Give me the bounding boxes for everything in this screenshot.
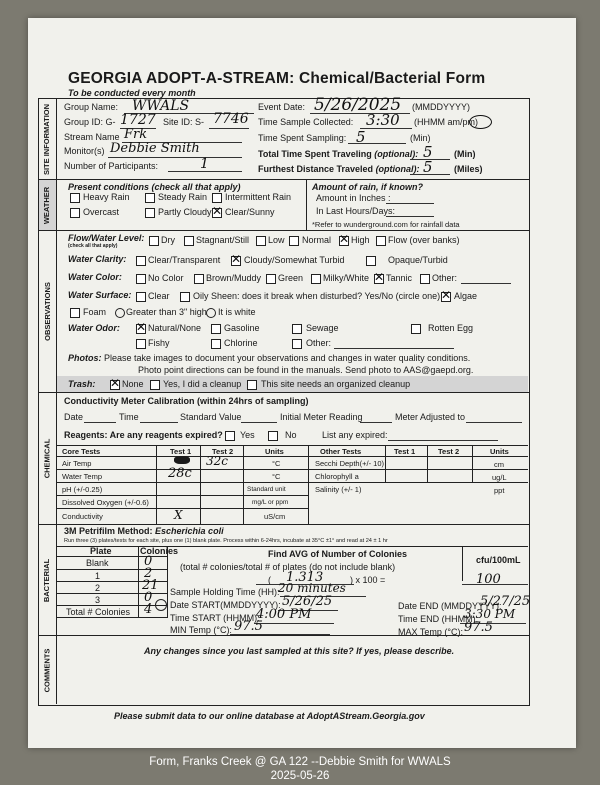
flow-high-label: High [351,235,370,245]
secchi-label: Secchi Depth(+/- 10) [315,459,384,468]
max-temp-label: MAX Temp (°C): [398,627,463,637]
participants-value[interactable]: 1 [200,156,209,172]
plate-2-label: 2 [95,583,101,593]
travel-time-value[interactable]: 5 [423,143,433,161]
total-colonies-label: Total # Colonies [66,607,131,617]
total-colonies-value[interactable]: 4 [144,602,153,617]
list-expired-label: List any expired: [322,430,388,440]
travel-distance-value[interactable]: 5 [423,158,433,176]
color-tannic-checkbox[interactable] [374,274,384,284]
conductivity-unit: uS/cm [264,512,286,521]
surface-oily-label: Oily Sheen: does it break when disturbed? Yes/No (circle one) [193,291,441,301]
flow-label: Flow/Water Level: [68,233,145,243]
travel-time-label: Total Time Spent Traveling (optional): [258,149,419,159]
odor-rotten-egg-label: Rotten Egg [428,323,474,333]
site-id-value[interactable]: 7746 [213,111,249,127]
color-milky-label: Milky/White [323,273,370,283]
clear-sunny-label: Clear/Sunny [225,207,275,217]
date-end-label: Date END (MMDDYYYY): [398,601,502,611]
reagents-yes-checkbox[interactable] [225,431,235,441]
odor-natural-label: Natural/None [148,323,202,333]
secchi-unit: cm [494,460,504,469]
col-units: Units [265,447,284,456]
color-brown-label: Brown/Muddy [206,273,262,283]
flow-dry-label: Dry [161,235,175,245]
surface-foam-checkbox[interactable] [70,308,80,318]
avg-title: Find AVG of Number of Colonies [268,549,407,559]
holding-time-value[interactable]: 20 minutes [278,581,346,595]
wunderground-note: *Refer to wunderground.com for rainfall data [312,220,460,229]
plate-blank-label: Blank [86,558,109,568]
surface-oily-checkbox[interactable] [180,292,190,302]
clarity-cloudy-checkbox[interactable] [231,256,241,266]
odor-rotten-egg-checkbox[interactable] [411,324,421,334]
photos-text-2: Photo point directions can be found in the manuals. Send photo to AAS@gaepd.org. [138,365,474,375]
air-temp-label: Air Temp [62,459,92,468]
time-format: (HHMM am/pm) [414,117,478,127]
air-temp-unit: °C [272,459,281,468]
col-core-tests: Core Tests [62,447,101,456]
flow-high-checkbox[interactable] [339,236,349,246]
salinity-label: Salinity (+/- 1) [315,485,362,494]
petrifilm-title: 3M Petrifilm Method: Escherichia coli [64,526,224,536]
group-id-value[interactable]: 1727 [120,112,156,128]
color-green-checkbox[interactable] [266,274,276,284]
petrifilm-instructions: Run three (3) plates/tests for each site, plus one (1) blank plate. Process within 6-24hrs, incubate at 35°C ±1° and read at 24 ± 1 hr [64,538,388,544]
rain-hours-label: In Last Hours/Days: [316,206,396,216]
odor-chlorine-label: Chlorine [224,338,258,348]
caption-title: Form, Franks Creek @ GA 122 --Debbie Smith for WWALS [149,756,451,768]
cal-adjusted-label: Meter Adjusted to [395,412,466,422]
air-temp-test1-scribble [174,456,190,464]
submit-note: Please submit data to our online database at AdoptAStream.Georgia.gov [114,711,425,721]
conductivity-label: Conductivity [62,512,103,521]
color-other-checkbox[interactable] [420,274,430,284]
flow-normal-label: Normal [302,235,332,245]
pm-circle [469,115,492,129]
time-end-value[interactable]: 3:30 PM [464,607,516,621]
intermittent-rain-checkbox[interactable] [212,193,222,203]
date-start-value[interactable]: 5/26/25 [282,594,333,609]
odor-other-checkbox[interactable] [292,339,302,349]
reagents-label: Reagents: Are any reagents expired? [64,430,223,440]
trash-cleanup-checkbox[interactable] [150,380,160,390]
time-collected-label: Time Sample Collected: [258,117,354,127]
overcast-checkbox[interactable] [70,208,80,218]
surface-foam-label: Foam [83,307,107,317]
group-id-label: Group ID: G- [64,117,116,127]
ph-unit: Standard unit [247,486,286,493]
odor-fishy-checkbox[interactable] [136,339,146,349]
odor-gasoline-checkbox[interactable] [211,324,221,334]
section-bacterial: BACTERIAL [42,558,52,602]
reagents-yes-label: Yes [240,430,255,440]
clarity-opaque-checkbox[interactable] [366,256,376,266]
time-collected-value[interactable]: 3:30 [366,111,400,129]
avg-value[interactable]: 1.313 [286,570,324,585]
col-other-test2: Test 2 [438,447,460,456]
group-name-label: Group Name: [64,102,119,112]
rain-amount-label: Amount of rain, if known? [312,182,423,192]
flow-stagnant-checkbox[interactable] [184,236,194,246]
clarity-clear-label: Clear/Transparent [148,255,221,265]
odor-gasoline-label: Gasoline [224,323,260,333]
plate-3-value[interactable]: 0 [144,590,153,605]
flow-stagnant-label: Stagnant/Still [196,235,250,245]
miles-unit: (Miles) [454,164,483,174]
heavy-rain-checkbox[interactable] [70,193,80,203]
col-colonies: Colonies [140,546,179,556]
monitor-label: Monitor(s) [64,146,105,156]
air-temp-test2[interactable]: 32c [206,454,228,468]
min-temp-value[interactable]: 97.5 [234,619,263,634]
form-subtitle: To be conducted every month [68,88,196,98]
surface-clear-checkbox[interactable] [136,292,146,302]
flow-low-checkbox[interactable] [256,236,266,246]
col-plate: Plate [90,546,112,556]
comments-area[interactable] [60,658,524,702]
odor-fishy-label: Fishy [148,338,170,348]
max-temp-value[interactable]: 97.5 [464,620,493,635]
foam-white-radio[interactable] [206,308,216,318]
flow-overbanks-label: Flow (over banks) [388,235,460,245]
do-label: Dissolved Oxygen (+/-0.6) [62,498,149,507]
site-id-label: Site ID: S- [163,117,205,127]
stream-name-label: Stream Name [64,132,120,142]
section-site-info: SITE INFORMATION [42,103,52,175]
odor-label: Water Odor: [68,323,120,333]
do-unit: mg/L or ppm [252,499,289,506]
col-other-tests: Other Tests [320,447,362,456]
foam-white-label: It is white [218,307,256,317]
chlorophyll-label: Chlorophyll a [315,472,359,481]
avg-formula: (total # colonies/total # of plates (do not include blank) [180,562,396,572]
intermittent-rain-label: Intermittent Rain [225,192,292,202]
plate-2-value[interactable]: 21 [142,578,159,593]
group-name-value[interactable]: WWALS [132,98,190,114]
date-end-value[interactable]: 5/27/25 [480,594,531,609]
flow-note: (check all that apply) [68,243,118,249]
heavy-rain-label: Heavy Rain [83,192,130,202]
participants-label: Number of Participants: [64,161,159,171]
color-tannic-label: Tannic [386,273,413,283]
cal-date-label: Date [64,412,84,422]
col-test1: Test 1 [170,447,192,456]
date-start-label: Date START(MMDDYYYY): [170,600,281,610]
surface-label: Water Surface: [68,290,132,300]
clarity-clear-checkbox[interactable] [136,256,146,266]
plate-blank-value[interactable]: 0 [144,554,153,569]
steady-rain-label: Steady Rain [158,192,208,202]
section-chemical: CHEMICAL [42,438,52,478]
trash-organized-label: This site needs an organized cleanup [261,379,411,389]
time-start-value[interactable]: 4:00 PM [256,607,312,622]
holding-time-label: Sample Holding Time (HH): [170,587,280,597]
surface-algae-checkbox[interactable] [441,292,451,302]
clarity-cloudy-label: Cloudy/Somewhat Turbid [244,255,345,265]
photos-text: Please take images to document your observations and changes in water quality conditions. [104,353,471,363]
water-temp-label: Water Temp [62,472,103,481]
min-unit-2: (Min) [454,149,476,159]
form-title: GEORGIA ADOPT-A-STREAM: Chemical/Bacterial Form [68,70,486,87]
odor-other-label: Other: [306,338,332,348]
event-date-value[interactable]: 5/26/2025 [314,95,402,115]
col-test2: Test 2 [212,447,234,456]
odor-chlorine-checkbox[interactable] [211,339,221,349]
cfu-label: cfu/100mL [476,555,521,565]
trash-label: Trash: [68,379,96,389]
surface-algae-label: Algae [454,291,478,301]
date-start-circle [155,599,167,611]
comments-prompt: Any changes since you last sampled at this site? If yes, please describe. [144,646,455,656]
reagents-no-checkbox[interactable] [268,431,278,441]
section-weather: WEATHER [42,186,52,224]
cal-initial-label: Initial Meter Reading [280,412,363,422]
foam-greater-label: Greater than 3" high [126,307,207,317]
section-observations: OBSERVATIONS [42,281,52,341]
water-temp-test1[interactable]: 28c [168,466,192,481]
stream-name-value[interactable]: Frk [124,127,148,142]
overcast-label: Overcast [83,207,120,217]
color-label: Water Color: [68,272,122,282]
trash-cleanup-label: Yes, I did a cleanup [163,379,242,389]
min-temp-label: MIN Temp (°C): [170,625,232,635]
conductivity-test1[interactable]: X [174,508,183,522]
partly-cloudy-checkbox[interactable] [145,208,155,218]
monitor-value[interactable]: Debbie Smith [110,141,200,156]
trash-organized-checkbox[interactable] [247,380,257,390]
partly-cloudy-label: Partly Cloudy [158,207,212,217]
event-date-label: Event Date: [258,102,306,112]
present-conditions-label: Present conditions (check all that apply) [68,182,241,192]
water-temp-unit: °C [272,472,281,481]
foam-greater-radio[interactable] [115,308,125,318]
form-paper [28,18,576,748]
cal-standard-label: Standard Value [180,412,242,422]
plate-1-value[interactable]: 2 [144,566,153,581]
clarity-label: Water Clarity: [68,254,127,264]
caption-date: 2025-05-26 [270,770,330,782]
flow-normal-checkbox[interactable] [289,236,299,246]
flow-dry-checkbox[interactable] [149,236,159,246]
salinity-unit: ppt [494,486,505,495]
section-comments: COMMENTS [42,648,52,692]
avg-multiplier: ) x 100 = [350,575,386,585]
min-unit: (Min) [410,133,431,143]
calibration-title: Conductivity Meter Calibration (within 24hrs of sampling) [64,396,309,406]
avg-open-paren: ( [268,575,271,585]
color-none-checkbox[interactable] [136,274,146,284]
col-other-test1: Test 1 [394,447,416,456]
flow-low-label: Low [268,235,285,245]
chlorophyll-unit: ug/L [492,473,507,482]
flow-overbanks-checkbox[interactable] [376,236,386,246]
time-spent-label: Time Spent Sampling: [258,133,347,143]
time-spent-value[interactable]: 5 [356,128,366,146]
trash-none-label: None [122,379,144,389]
surface-clear-label: Clear [148,291,170,301]
odor-natural-checkbox[interactable] [136,324,146,334]
time-end-label: Time END (HHMM): [398,614,479,624]
col-other-units: Units [490,447,509,456]
color-brown-checkbox[interactable] [194,274,204,284]
odor-sewage-label: Sewage [306,323,339,333]
clarity-opaque-label: Opaque/Turbid [388,255,448,265]
ph-label: pH (+/-0.25) [62,485,103,494]
reagents-no-label: No [285,430,297,440]
color-none-label: No Color [148,273,184,283]
travel-distance-label: Furthest Distance Traveled (optional): [258,164,420,174]
color-other-label: Other: [432,273,458,283]
color-milky-checkbox[interactable] [311,274,321,284]
clear-sunny-checkbox[interactable] [212,208,222,218]
plate-1-label: 1 [95,571,101,581]
steady-rain-checkbox[interactable] [145,193,155,203]
color-green-label: Green [278,273,304,283]
trash-none-checkbox[interactable] [110,380,120,390]
time-start-label: Time START (HHMM): [170,613,260,623]
event-date-format: (MMDDYYYY) [412,102,470,112]
rain-inches-label: Amount in Inches : [316,193,391,203]
cal-time-label: Time [119,412,139,422]
plate-3-label: 3 [95,595,101,605]
photos-label: Photos: [68,353,102,363]
odor-sewage-checkbox[interactable] [292,324,302,334]
cfu-value[interactable]: 100 [476,572,501,587]
